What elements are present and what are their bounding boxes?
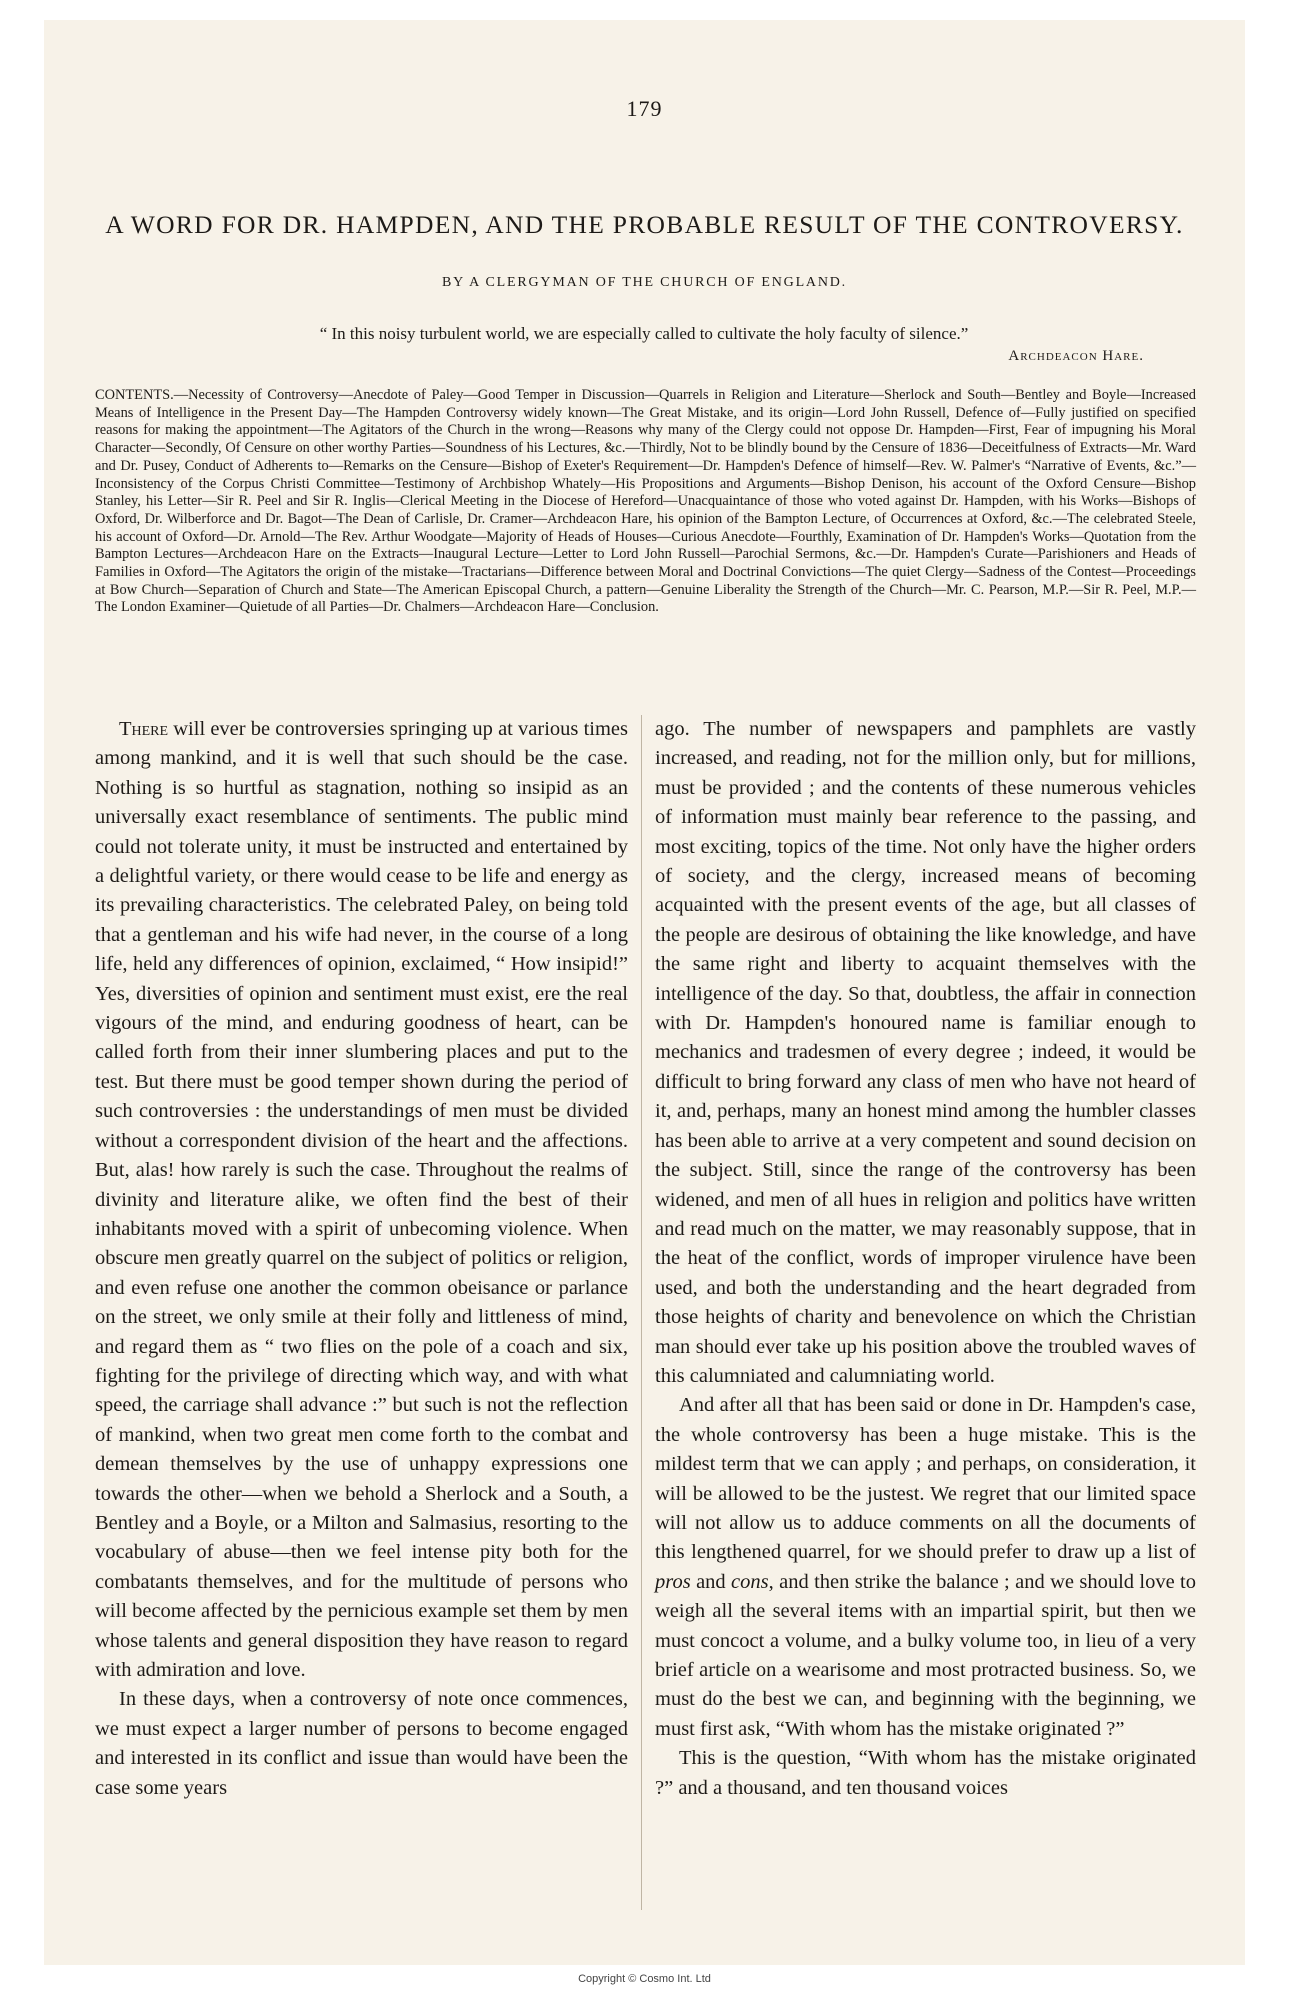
right-paragraph-2-text-b: , and then strike the balance ; and we should love to weigh all the several items with an impartial spirit, but then we must concoct a volume, and a bulky volume too, in lieu of a very brief article on a wearisome and most protracted business. So, we must do the best we can, and beginning with the beginning, we must first ask, “With whom has the mistake originated ?”	[655, 1570, 1196, 1740]
right-paragraph-3: This is the question, “With whom has the mistake originated ?” and a thousand, and ten thousand voices	[655, 1747, 1196, 1799]
column-divider	[641, 715, 642, 1910]
book-page	[44, 20, 1245, 1965]
contents-summary: CONTENTS.—Necessity of Controversy—Anecdote of Paley—Good Temper in Discussion—Quarrels in Religion and Literature—Sherlock and South—Bentley and Boyle—Increased Means of Intelligence in the Present Day—The Hampden Controversy widely known—The Great Mistake, and its origin—Lord John Russell, Defence of—Fully justified on specified reasons for making the appointment—The Agitators of the Church in the wrong—Reasons why many of the Clergy could not oppose Dr. Hampden—First, Fear of impugning his Moral Character—Secondly, Of Censure on other worthy Parties—Soundness of his Lectures, &c.—Thirdly, Not to be blindly bound by the Censure of 1836—Deceitfulness of Extracts—Mr. Ward and Dr. Pusey, Conduct of Adherents to—Remarks on the Censure—Bishop of Exeter's Requirement—Dr. Hampden's Defence of himself—Rev. W. Palmer's “Narrative of Events, &c.”—Inconsistency of the Corpus Christi Committee—Testimony of Archbishop Whately—His Propositions and Arguments—Bishop Denison, his account of the Oxford Censure—Bishop Stanley, his Letter—Sir R. Peel and Sir R. Inglis—Clerical Meeting in the Diocese of Hereford—Unacquaintance of those who voted against Dr. Hampden, with his Works—Bishops of Oxford, Dr. Wilberforce and Dr. Bagot—The Dean of Carlisle, Dr. Cramer—Archdeacon Hare, his opinion of the Bampton Lecture, of Occurrences at Oxford, &c.—The celebrated Steele, his account of Oxford—Dr. Arnold—The Rev. Arthur Woodgate—Majority of Heads of Houses—Curious Anecdote—Fourthly, Examination of Dr. Hampden's Works—Quotation from the Bampton Lectures—Archdeacon Hare on the Extracts—Inaugural Lecture—Letter to Lord John Russell—Parochial Sermons, &c.—Dr. Hampden's Curate—Parishioners and Heads of Families in Oxford—The Agitators the origin of the mistake—Tractarians—Difference between Moral and Doctrinal Convictions—The quiet Clergy—Sadness of the Contest—Proceedings at Bow Church—Separation of Church and State—The American Episcopal Church, a pattern—Genuine Liberality the Strength of the Church—Mr. C. Pearson, M.P.—Sir R. Peel, M.P.—The London Examiner—Quietude of all Parties—Dr. Chalmers—Archdeacon Hare—Conclusion.	[95, 387, 1196, 616]
author-byline: BY A CLERGYMAN OF THE CHURCH OF ENGLAND.	[442, 275, 847, 290]
article-title: A WORD FOR DR. HAMPDEN, AND THE PROBABLE RESULT OF THE CONTROVERSY.	[105, 210, 1184, 239]
left-column	[95, 715, 628, 1803]
epigraph-attribution-text: Archdeacon Hare.	[1008, 348, 1144, 364]
right-paragraph-1: ago. The number of newspapers and pamphlets are vastly increased, and reading, not for the million only, but for millions, must be provided ; and the contents of these numerous vehicles of information must mainly bear reference to the passing, and most exciting, topics of the time. Not only have the higher orders of society, and the clergy, increased means of becoming acquainted with the present events of the age, but all classes of the people are desirous of obtaining the like knowledge, and have the same right and liberty to acquaint themselves with the intelligence of the day. So that, doubtless, the affair in connection with Dr. Hampden's honoured name is familiar enough to mechanics and tradesmen of every degree ; indeed, it would be difficult to bring forward any class of men who have not heard of it, and, perhaps, many an honest mind among the humbler classes has been able to arrive at a very competent and sound decision on the subject. Still, since the range of the controversy has been widened, and men of all hues in religion and politics have written and read much on the matter, we may reasonably suppose, that in the heat of the conflict, words of improper virulence have been used, and both the understanding and the heart degraded from those heights of charity and benevolence on which the Christian man should ever take up his position above the troubled waves of this calumniated and calumniating world.	[655, 718, 1196, 1387]
right-column	[655, 715, 1196, 1803]
right-paragraph-2-text-a: And after all that has been said or done in Dr. Hampden's case, the whole controversy has been a huge mistake. This is the mildest term that we can apply ; and perhaps, on consideration, it will be allowed to be the justest. We regret that our limited space will not allow us to adduce comments on all the documents of this lengthened quarrel, for we should prefer to draw up a list of	[655, 1394, 1196, 1564]
epigraph	[144, 322, 1144, 368]
epigraph-attribution	[144, 345, 1144, 368]
left-paragraph-2: In these days, when a controversy of note once commences, we must expect a larger number of persons to become engaged and interested in its conflict and issue than would have been the case some years	[95, 1688, 628, 1799]
left-paragraph-1-text: will ever be controversies springing up at various times among mankind, and it is well that such should be the case. Nothing is so hurtful as stagnation, nothing so insipid as an universally exact resemblance of sentiments. The public mind could not tolerate unity, it must be instructed and entertained by a delightful variety, or there would cease to be life and energy as its prevailing characteristics. The celebrated Paley, on being told that a gentleman and his wife had never, in the course of a long life, held any differences of opinion, exclaimed, “ How insipid!” Yes, diversities of opinion and sentiment must exist, ere the real vigours of the mind, and enduring goodness of heart, can be called forth from their inner slumbering places and put to the test. But there must be good temper shown during the period of such controversies : the understandings of men must be divided without a correspondent division of the heart and the affections. But, alas! how rarely is such the case. Throughout the realms of divinity and literature alike, we often find the best of their inhabitants moved with a spirit of unbecoming violence. When obscure men greatly quarrel on the subject of politics or religion, and even refuse one another the common obeisance or parlance on the street, we only smile at their folly and littleness of mind, and regard them as “ two flies on the pole of a coach and six, fighting for the privilege of directing which way, and with what speed, the carriage shall advance :” but such is not the reflection of mankind, when two great men come forth to the combat and demean themselves by the use of unhappy expressions one towards the other—when we behold a Sherlock and a South, a Bentley and a Boyle, or a Milton and Salmasius, resorting to the vocabulary of abuse—then we feel intense pity both for the combatants themselves, and for the multitude of persons who will become affected by the pernicious example set them by men whose talents and general disposition they have reason to regard with admiration and love.	[95, 718, 628, 1681]
epigraph-quote: “ In this noisy turbulent world, we are especially called to cultivate the holy faculty of silence.”	[319, 324, 969, 343]
left-paragraph-1	[95, 715, 628, 1685]
drop-lead-word: There	[119, 718, 169, 740]
and-word: and	[690, 1570, 732, 1593]
cons-word: cons	[731, 1570, 769, 1593]
right-paragraph-2	[655, 1391, 1196, 1744]
pros-word: pros	[655, 1570, 691, 1593]
copyright-notice: Copyright © Cosmo Int. Ltd	[578, 1973, 711, 1985]
page-number: 179	[626, 96, 663, 121]
